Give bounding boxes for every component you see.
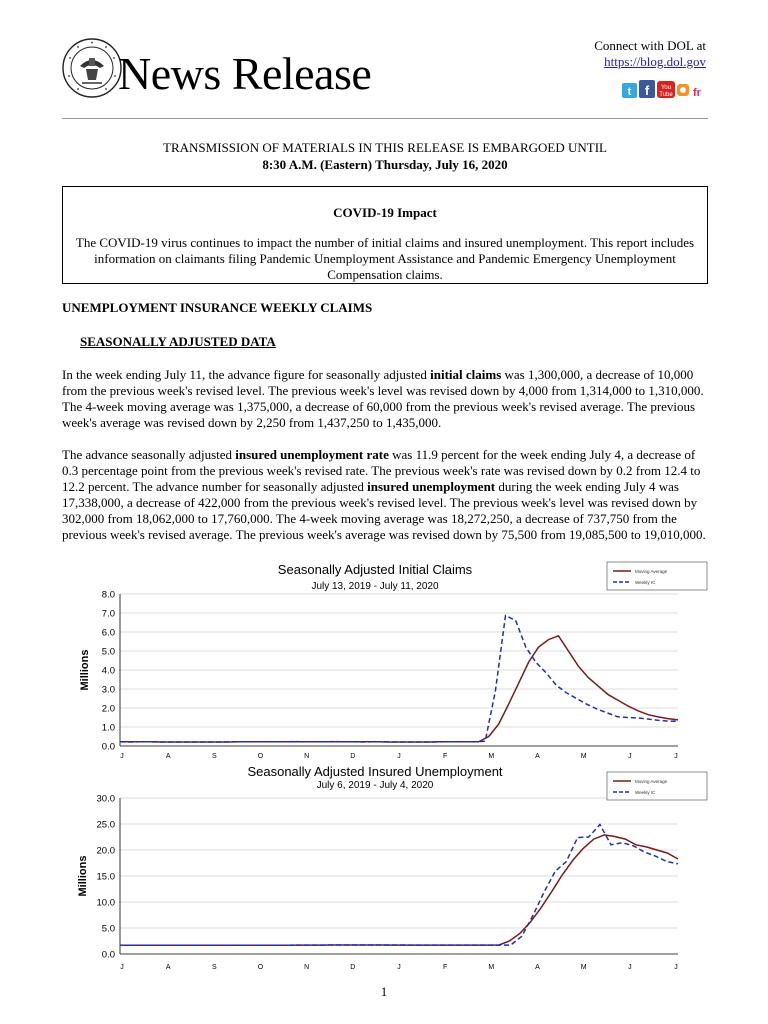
y-tick-label: 0.0: [101, 949, 115, 961]
y-tick-label: 2.0: [101, 703, 115, 715]
chart-legend: [607, 562, 707, 590]
y-tick-label: 0.0: [101, 741, 115, 753]
x-tick-label: S: [211, 964, 217, 971]
x-tick-label: M: [580, 753, 587, 760]
y-tick-label: 1.0: [101, 722, 115, 734]
x-tick-label: M: [580, 964, 587, 971]
p2-text-c: was 11.9 percent for the week ending July 4, a decrease of 0.3 percentage point from the previous week's revised rate. The previous week's rate was revised down by 0.2 from 12.4 to 12.2 percent. The advance number for seasonally adjusted: [62, 447, 701, 494]
connect-text: Connect with DOL at: [594, 38, 706, 53]
youtube-icon[interactable]: [657, 81, 675, 98]
svg-text:fr: fr: [693, 87, 701, 99]
x-tick-label: S: [211, 753, 217, 760]
connect-block: [560, 38, 706, 70]
y-tick-label: 8.0: [101, 589, 115, 601]
x-tick-label: O: [257, 753, 264, 760]
x-tick-label: J: [397, 753, 401, 760]
x-tick-label: A: [535, 753, 540, 760]
svg-text:f: f: [644, 83, 650, 98]
page-number: 1: [380, 984, 388, 999]
x-tick-label: N: [304, 964, 310, 971]
chart-legend: [607, 772, 707, 800]
y-tick-label: 3.0: [101, 684, 115, 696]
y-tick-label: 7.0: [101, 608, 115, 620]
chart-subtitle: July 13, 2019 - July 11, 2020: [311, 581, 439, 592]
social-icons: [622, 80, 708, 100]
legend-label: Moving Average: [635, 779, 668, 784]
y-tick-label: 5.0: [101, 923, 115, 935]
y-tick-label: 20.0: [96, 845, 115, 857]
x-tick-label: M: [488, 964, 495, 971]
legend-label: Weekly IC: [635, 580, 656, 585]
x-tick-label: J: [120, 964, 124, 971]
twitter-icon[interactable]: [622, 83, 637, 98]
page-title: News Release: [118, 48, 372, 99]
p2-bold-rate: insured unemployment rate: [235, 447, 389, 462]
x-tick-label: J: [628, 753, 632, 760]
x-tick-label: F: [443, 753, 448, 760]
facebook-icon[interactable]: [639, 80, 655, 98]
y-tick-label: 10.0: [96, 897, 115, 909]
y-axis-label: Millions: [77, 855, 89, 897]
dol-seal-logo: [62, 38, 122, 98]
p1-text-c: was 1,300,000, a decrease of 10,000 from the previous week's revised level. The previous week's level was revised down by 4,000 from 1,314,000 to 1,310,000. The 4-week moving average was 1,375,000, a decrease of 60,000 from the previous week's revised average. The previous week's average was revised down by 2,250 from 1,437,250 to 1,435,000.: [62, 367, 704, 430]
x-tick-label: D: [350, 964, 356, 971]
insured-unemployment-chart: [62, 764, 712, 972]
y-tick-label: 5.0: [101, 646, 115, 658]
y-tick-label: 15.0: [96, 871, 115, 883]
x-tick-label: O: [257, 964, 264, 971]
x-tick-label: J: [674, 753, 678, 760]
header-divider: [62, 118, 708, 119]
weekly-line: [120, 616, 678, 743]
y-axis-label: Millions: [79, 649, 91, 691]
embargo-line-1: TRANSMISSION OF MATERIALS IN THIS RELEASE IS EMBARGOED UNTIL: [163, 140, 607, 155]
covid-impact-box: [62, 186, 708, 284]
p1-bold-initial-claims: initial claims: [430, 367, 502, 382]
insured-unemployment-paragraph: [62, 447, 710, 543]
blog-icon[interactable]: [677, 84, 689, 96]
y-tick-label: 25.0: [96, 819, 115, 831]
svg-text:Tube: Tube: [659, 92, 673, 98]
blog-link[interactable]: https://blog.dol.gov: [604, 54, 706, 69]
flickr-icon[interactable]: [693, 87, 702, 99]
p2-bold-insured: insured unemployment: [367, 479, 496, 494]
initial-claims-chart: [62, 558, 712, 762]
weekly-line: [120, 825, 678, 946]
y-tick-label: 4.0: [101, 665, 115, 677]
x-tick-label: J: [628, 964, 632, 971]
chart-subtitle: July 6, 2019 - July 4, 2020: [316, 780, 434, 791]
svg-text:t: t: [627, 86, 632, 98]
covid-box-title: COVID-19 Impact: [333, 205, 437, 220]
y-tick-label: 6.0: [101, 627, 115, 639]
p2-text-e: during the week ending July 4 was 17,338,000, a decrease of 422,000 from the previous week's revised level. The previous week's level was revised down by 302,000 from 18,062,000 to 17,760,000. The 4-week moving average was 18,272,250, a decrease of 737,750 from the previous week's revised average. The previous week's average was revised down by 75,500 from 19,085,500 to 19,010,000.: [62, 479, 706, 542]
x-tick-label: D: [350, 753, 356, 760]
chart-title: Seasonally Adjusted Insured Unemployment: [247, 764, 503, 779]
legend-box: [607, 772, 707, 800]
x-tick-label: F: [443, 964, 448, 971]
p1-text-a: In the week ending July 11, the advance figure for seasonally adjusted: [62, 367, 431, 382]
subsection-title: SEASONALLY ADJUSTED DATA: [80, 334, 276, 349]
x-tick-label: J: [674, 964, 678, 971]
embargo-line-2: 8:30 A.M. (Eastern) Thursday, July 16, 2020: [262, 157, 508, 172]
section-title: UNEMPLOYMENT INSURANCE WEEKLY CLAIMS: [62, 300, 373, 315]
x-tick-label: A: [165, 753, 171, 760]
x-tick-label: A: [535, 964, 540, 971]
embargo-notice: [62, 139, 708, 173]
moving-average-line: [120, 835, 678, 945]
x-tick-label: N: [304, 753, 310, 760]
x-tick-label: J: [397, 964, 401, 971]
chart-title: Seasonally Adjusted Initial Claims: [277, 562, 473, 577]
x-tick-label: A: [165, 964, 171, 971]
legend-label: Weekly IC: [635, 790, 656, 795]
covid-box-text: The COVID-19 virus continues to impact the number of initial claims and insured unemployment. This report includes information on claimants filing Pandemic Unemployment Assistance and Pandemic Emergency Unemployment Compensation claims.: [75, 235, 695, 282]
svg-text:You: You: [660, 85, 672, 91]
x-tick-label: M: [488, 753, 495, 760]
x-tick-label: J: [120, 753, 124, 760]
legend-label: Moving Average: [635, 569, 668, 574]
legend-box: [607, 562, 707, 590]
y-tick-label: 30.0: [96, 793, 115, 805]
p2-text-a: The advance seasonally adjusted: [62, 447, 236, 462]
initial-claims-paragraph: [62, 367, 710, 431]
